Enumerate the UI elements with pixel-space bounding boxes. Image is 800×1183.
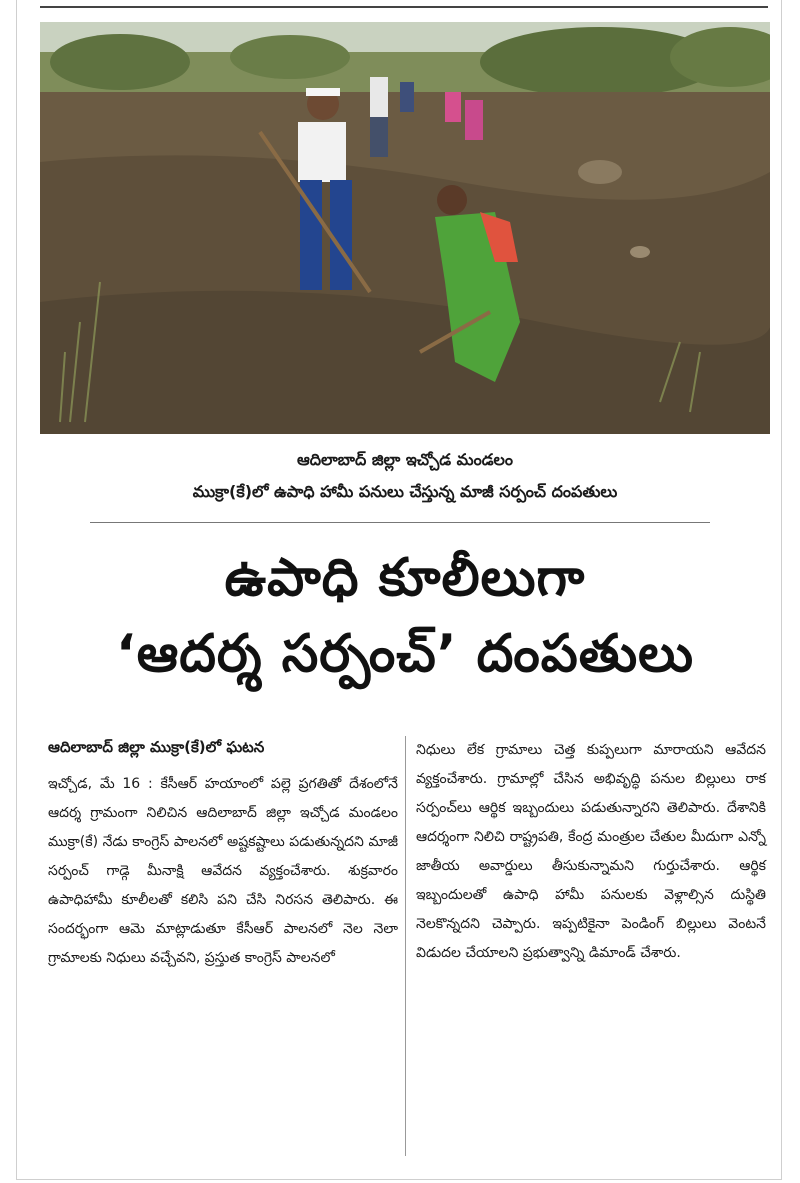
- top-rule: [40, 6, 768, 8]
- headline-line-1: ఉపాధి కూలీలుగా: [224, 548, 586, 608]
- column-divider: [405, 736, 406, 1156]
- news-photo: [40, 22, 770, 434]
- caption-line-1: ఆదిలాబాద్ జిల్లా ఇచ్చోడ మండలం: [296, 450, 514, 469]
- farm-work-photo: [40, 22, 770, 434]
- caption-line-2: ముక్రా(కే)లో ఉపాధి హామీ పనులు చేస్తున్న మాజీ సర్పంచ్ దంపతులు: [192, 482, 618, 501]
- headline-line-2: ‘ఆదర్శ సర్పంచ్’ దంపతులు: [115, 624, 695, 684]
- dateline: ఆదిలాబాద్ జిల్లా ముక్రా(కే)లో ఘటన: [48, 738, 265, 756]
- article-column-right: నిధులు లేక గ్రామాలు చెత్త కుప్పలుగా మారాయని ఆవేదన వ్యక్తంచేశారు. గ్రామాల్లో చేసిన అభివృద్ధి పనుల బిల్లులు రాక సర్పంచ్‌లు ఆర్థిక ఇబ్బందులు పడుతున్నారని తెలిపారు. దేశానికి ఆదర్శంగా నిలిచి రాష్ట్రపతి, కేంద్ర మంత్రుల చేతుల మీదుగా ఎన్నో జాతీయ అవార్డులు తీసుకున్నామని గుర్తుచేశారు. ఆర్థిక ఇబ్బందులతో ఉపాధి హామీ పనులకు వెళ్లాల్సిన దుస్థితి నెలకొన్నదని చెప్పారు. ఇప్పటికైనా పెండింగ్ బిల్లులు వెంటనే విడుదల చేయాలని ప్రభుత్వాన్ని డిమాండ్ చేశారు.: [416, 742, 766, 961]
- article-column-left: ఇచ్చోడ, మే 16 : కేసీఆర్ హయాంలో పల్లె ప్రగతితో దేశంలోనే ఆదర్శ గ్రామంగా నిలిచిన ఆదిలాబాద్ జిల్లా ఇచ్చోడ మండలం ముక్రా(కే) నేడు కాంగ్రెస్ పాలనలో అష్టకష్టాలు పడుతున్నదని మాజీ సర్పంచ్ గాడ్గె మీనాక్షి ఆవేదన వ్యక్తంచేశారు. శుక్రవారం ఉపాధిహామీ కూలీలతో కలిసి పని చేసి నిరసన తెలిపారు. ఈ సందర్భంగా ఆమె మాట్లాడుతూ కేసీఆర్ పాలనలో నెల నెలా గ్రామాలకు నిధులు వచ్చేవని, ప్రస్తుత కాంగ్రెస్ పాలనలో: [48, 776, 398, 966]
- headline: [40, 540, 770, 692]
- caption-divider: [90, 522, 710, 523]
- photo-caption: [40, 444, 770, 508]
